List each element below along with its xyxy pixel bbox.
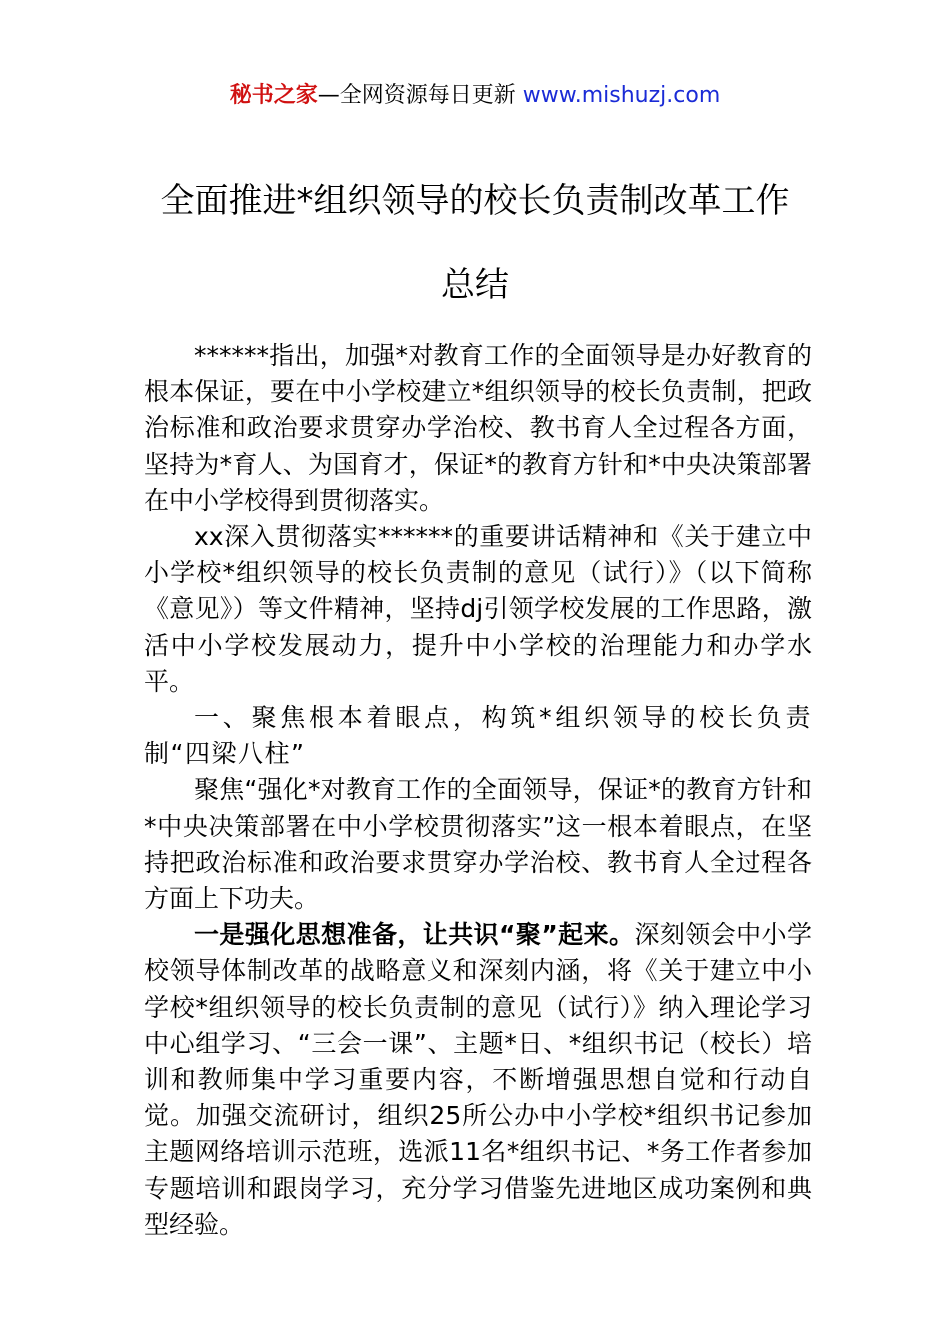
document-title xyxy=(100,176,850,310)
point-1-lead: 一是强化思想准备，让共识“聚”起来。 xyxy=(194,920,635,950)
paragraph-intro: ******指出，加强*对教育工作的全面领导是办好教育的根本保证，要在中小学校建立*组织领导的校长负责制，把政治标准和政治要求贯穿办学治校、教书育人全过程各方面，坚持为*育人、为国育才，保证*的教育方针和*中央决策部署在中小学校得到贯彻落实。 xyxy=(144,341,812,515)
document-title-line1: 全面推进*组织领导的校长负责制改革工作 xyxy=(160,181,790,221)
section-heading-1: 一、聚焦根本着眼点，构筑*组织领导的校长负责制“四梁八柱” xyxy=(144,703,812,769)
site-header xyxy=(0,80,950,112)
document-body xyxy=(144,338,812,1243)
paragraph-point-1 xyxy=(144,917,812,1243)
point-1-text: 深刻领会中小学校领导体制改革的战略意义和深刻内涵，将《关于建立中小学校*组织领导的校长负责制的意见（试行）》纳入理论学习中心组学习、“三会一课”、主题*日、*组织书记（校长）培训和教师集中学习重要内容，不断增强思想自觉和行动自觉。加强交流研讨，组织25所公办中小学校*组织书记参加主题网络培训示范班，选派11名*组织书记、*务工作者参加专题培训和跟岗学习，充分学习借鉴先进地区成功案例和典型经验。 xyxy=(144,920,812,1239)
header-tagline: —全网资源每日更新 xyxy=(317,83,523,108)
document-title-line2: 总结 xyxy=(441,265,509,305)
site-brand: 秘书之家 xyxy=(229,83,318,108)
site-url-link[interactable]: www.mishuzj.com xyxy=(522,83,721,108)
paragraph-overview: xx深入贯彻落实******的重要讲话精神和《关于建立中小学校*组织领导的校长负责制的意见（试行）》（以下简称《意见》）等文件精神，坚持dj引领学校发展的工作思路，激活中小学校发展动力，提升中小学校的治理能力和办学水平。 xyxy=(144,522,812,696)
paragraph-section-1: 聚焦“强化*对教育工作的全面领导，保证*的教育方针和*中央决策部署在中小学校贯彻落实”这一根本着眼点，在坚持把政治标准和政治要求贯穿办学治校、教书育人全过程各方面上下功夫。 xyxy=(144,775,812,914)
